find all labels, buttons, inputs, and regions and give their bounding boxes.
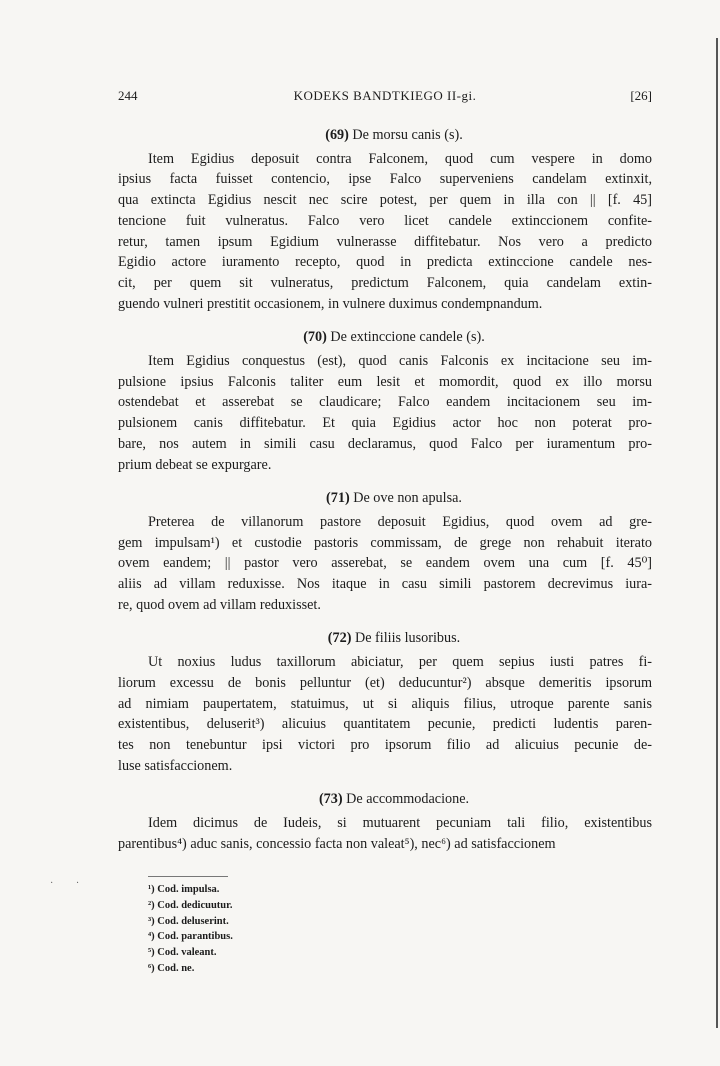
text-line: cit, per quem sit vulneratus, predictum Falconem, quia candelam extin- xyxy=(118,274,652,291)
footnote xyxy=(148,898,233,914)
text-line: re, quod ovem ad villam reduxisset. xyxy=(118,596,321,613)
text-line: tes non tenebuntur ipsi victori pro ipsorum filio ad alicuius pecunie de- xyxy=(118,736,652,753)
text-line: luse satisfaccionem. xyxy=(118,757,233,774)
text-line: pulsionem canis diffitebatur. Et quia Egidius actor hoc non poterat pro- xyxy=(118,415,652,432)
text-line: prium debeat se expurgare. xyxy=(118,456,272,473)
section-number: (70) xyxy=(303,329,327,346)
text-line: Preterea de villanorum pastore deposuit Egidius, quod ovem ad gre- xyxy=(148,513,652,530)
section-paragraph xyxy=(118,512,652,616)
footnote-mark: ¹) xyxy=(148,884,155,895)
footnote-mark: ³) xyxy=(148,915,155,927)
footnote xyxy=(148,882,233,898)
text-line: ipsius facta fuisset contencio, ipse Falco superveniens candelam extinxit, xyxy=(118,171,652,188)
section-heading xyxy=(118,125,652,146)
footnote-rule xyxy=(148,876,228,877)
text-line: ovem eandem; || pastor vero asserebat, se eandem ovem una cum [f. 45⁰] xyxy=(118,555,652,572)
footnote xyxy=(148,961,233,977)
text-line: parentibus⁴) aduc sanis, concessio facta non valeat⁵), nec⁶) ad satisfaccionem xyxy=(118,835,556,852)
section-number: (71) xyxy=(326,490,350,507)
section-heading xyxy=(118,628,652,649)
text-line: Idem dicimus de Iudeis, si mutuarent pecuniam tali filio, existentibus xyxy=(148,815,652,832)
footnote-text: Cod. impulsa. xyxy=(157,884,220,895)
footnote-mark: ⁴) xyxy=(148,931,155,943)
footnotes xyxy=(148,882,233,977)
footnote xyxy=(148,914,233,930)
section-paragraph xyxy=(118,652,652,776)
section-number: (69) xyxy=(325,127,349,143)
text-line: Egidio actore iuramento recepto, quod in predicta extinccione candele nes- xyxy=(118,254,652,271)
section-paragraph xyxy=(118,813,652,854)
footnote-text: Cod. deluserint. xyxy=(157,915,229,927)
section-heading xyxy=(118,488,652,509)
page-edge-rule xyxy=(716,38,718,1028)
footnote-mark: ²) xyxy=(148,899,155,911)
text-line: pulsione ipsius Falconis taliter eum lesit et momordit, quod ex illo morsu xyxy=(118,373,652,390)
section-title: De ove non apulsa. xyxy=(353,490,462,507)
text-line: tencione fuit vulneratus. Falco vero licet candele extinccionem confite- xyxy=(118,212,652,229)
running-header xyxy=(118,88,652,106)
text-line: Item Egidius deposuit contra Falconem, quod cum vespere in domo xyxy=(148,150,652,167)
footnote-text: Cod. dedicuutur. xyxy=(157,899,233,911)
page-number: 244 xyxy=(118,88,138,103)
section-number: (73) xyxy=(318,791,343,808)
section-title: De extinccione candele (s). xyxy=(330,329,485,346)
text-line: gem impulsam¹) et custodie pastoris commissam, de grege non rehabuit iterato xyxy=(118,534,652,551)
text-line: ad nimiam paupertatem, statuimus, ut si aliquis filius, utroque parente sanis xyxy=(118,695,652,712)
body-text xyxy=(118,125,652,855)
footnote xyxy=(148,945,233,961)
section-number: (72) xyxy=(327,630,352,647)
footnote-mark: ⁵) xyxy=(148,947,155,959)
section-paragraph xyxy=(118,149,652,315)
margin-specks: · · xyxy=(50,878,80,889)
footnote-text: Cod. ne. xyxy=(157,962,195,974)
text-line: qua extincta Egidius nescit nec scire potest, per quem in illa con || [f. 45] xyxy=(118,192,652,209)
section-title: De accommodacione. xyxy=(346,791,470,808)
footnote-mark: ⁶) xyxy=(148,962,155,974)
text-line: Item Egidius conquestus (est), quod canis Falconis ex incitacione seu im- xyxy=(148,353,652,370)
text-line: bare, nos autem in simili casu declaramus, quod Falco per iuramentum pro- xyxy=(118,435,652,452)
text-line: retur, tamen ipsum Egidium vulnerasse diffitebatur. Nos vero a predicto xyxy=(118,233,652,250)
text-line: existentibus, deluserit³) alicuius quantitatem pecunie, predicti ludentis paren- xyxy=(118,716,652,733)
section-paragraph xyxy=(118,351,652,475)
text-line: aliis ad villam reduxisse. Nos itaque in casu simili pastorem decrevimus iura- xyxy=(118,576,652,593)
text-line: Ut noxius ludus taxillorum abiciatur, per quem sepius iusti patres fi- xyxy=(148,654,652,671)
text-line: ostendebat et asserebat se claudicare; Falco eandem incitacionem seu im- xyxy=(118,394,652,411)
text-line: liorum excessu de bonis pelluntur (et) deducuntur²) absque demeritis ipsorum xyxy=(118,674,652,691)
footnote-text: Cod. valeant. xyxy=(157,947,217,959)
section-title: De filiis lusoribus. xyxy=(354,630,461,647)
bracketed-page-number: [26] xyxy=(630,88,652,103)
section-heading xyxy=(118,327,652,348)
footnote-text: Cod. parantibus. xyxy=(157,931,233,943)
section-title: De morsu canis (s). xyxy=(352,127,463,143)
running-title: KODEKS BANDTKIEGO II-gi. xyxy=(293,88,477,103)
footnote xyxy=(148,929,233,945)
section-heading xyxy=(118,789,652,810)
text-line: guendo vulneri prestitit occasionem, in vulnere duximus condempnandum. xyxy=(118,295,543,312)
